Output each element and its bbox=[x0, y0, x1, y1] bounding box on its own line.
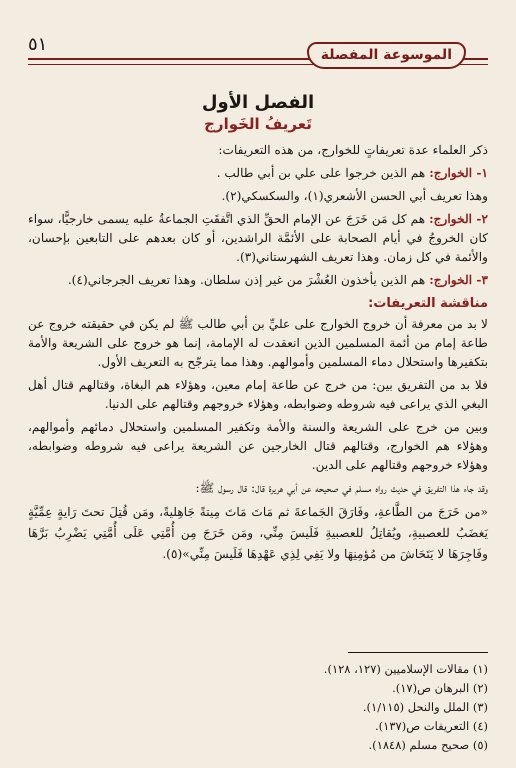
page-body bbox=[28, 92, 489, 752]
definition-3-text: هم الذين يأخذون العُشْرَ من غير إذن سلطان. وهذا تعريف الجرجاني(٤). bbox=[67, 273, 430, 287]
chapter-subtitle: تَعريفُ الخَوارج bbox=[204, 115, 312, 133]
definition-1-source bbox=[28, 187, 488, 206]
definition-2-label: ٢- الخوارج: bbox=[429, 212, 489, 226]
section-title: مناقشة التعريفات: bbox=[368, 296, 488, 311]
footnote: (٢) البرهان ص(١٧). bbox=[392, 681, 488, 695]
discussion-paragraph: لا بد من معرفة أن خروج الخوارج على عليِّ بن أبي طالب ﷺ لم يكن في حقيقته خروج عن طاعة إمام من أئمة المسلمين الذين انعقدت له الإمامة، إنما هو خروج على الشريعة والأمة بتكفيرها واستحلال دماء المسلمين وأموالهم. وهذا مما يترجّح به التعريف الأول. bbox=[28, 317, 488, 369]
footnote-separator bbox=[348, 652, 488, 653]
book-title-banner: الموسوعة المفصلة bbox=[307, 42, 466, 69]
footnote: (٣) الملل والنحل (١/١١٥). bbox=[362, 700, 488, 714]
page-number: ٥١ bbox=[28, 34, 48, 55]
definition-3-label: ٣- الخوارج: bbox=[429, 273, 488, 287]
footnote: (٤) التعريفات ص(١٣٧). bbox=[375, 719, 488, 733]
footnotes bbox=[28, 660, 488, 755]
discussion-paragraph: فلا بد من التفريق بين: من خرج عن طاعة إمام معين، وهؤلاء هم البغاة، وقتالهم قتال أهل البغي الذي يراعى فيه شروطه وضوابطه، وهؤلاء خروجهم وقتالهم على الدنيا. bbox=[28, 378, 488, 411]
definition-1 bbox=[28, 164, 488, 183]
definition-2 bbox=[28, 210, 488, 267]
page-header bbox=[28, 34, 488, 74]
definition-1-label: ١- الخوارج: bbox=[429, 166, 488, 180]
chapter-title: الفصل الأول bbox=[201, 92, 315, 113]
footnote: (١) مقالات الإسلاميين (١٢٧، ١٢٨). bbox=[323, 662, 488, 676]
footnote: (٥) صحيح مسلم (١٨٤٨). bbox=[368, 738, 488, 752]
discussion-paragraph: وبين من خرج على الشريعة والسنة والأمة وتكفير المسلمين واستحلال دمائهم وأموالهم، وهؤلاء هم الخوارج، وقتالهم قتال الخارجين عن الشريعة يراعى فيه شروطه وضوابطه، وهؤلاء خروجهم وقتالهم على الدين. bbox=[28, 420, 488, 472]
definition-3 bbox=[28, 271, 488, 290]
discussion-paragraph: وقد جاء هذا التفريق في حديث رواه مسلم في صحيحه عن أبي هريرة قال: قال رسول ﷺ: bbox=[195, 481, 488, 495]
intro-paragraph bbox=[28, 141, 488, 160]
definition-1-text: هم الذين خرجوا على علي بن أبي طالب . bbox=[216, 166, 430, 180]
hadith-text: «من خَرَجَ من الطَّاعةِ، وفَارَقَ الجَماعةَ ثم مَاتَ مَاتَ مِيتةً جَاهِليةً، ومَن قُتِلَ تحتَ رَايةٍ عِمِّيَّةٍ يَغضَبُ للعصبيةِ، ويُقاتِلُ للعصبيةِ فَلَيسَ مِنِّي، ومَن خَرَجَ مِن أُمَّتِي عَلَى أُمَّتِي يَضْرِبُ بَرَّهَا وفَاجِرَهَا لا يَتَحَاشَ من مُؤمِنِهَا ولا يَفِي لِذِي عَهْدِهَا فَلَيسَ مِنِّي»(٥). bbox=[28, 505, 488, 561]
definition-2-text: هم كل مَن خَرَجَ عن الإمام الحقِّ الذي اتَّفقَتِ الجماعةُ عليه يسمى خارجيًّا، سواء كان الخروجُ في أيام الصحابة على الأئمَّة الراشدين، أو كان بعدهم على التابعين بإحسان، والأئمة في كل زمان. وهذا تعريف الشهرستاني(٣). bbox=[28, 212, 488, 264]
definition-1-source-text: وهذا تعريف أبي الحسن الأشعري(١)، والسكسكي(٢). bbox=[221, 189, 488, 203]
intro-text: ذكر العلماء عدة تعريفاتٍ للخوارج، من هذه التعريفات: bbox=[218, 143, 488, 157]
